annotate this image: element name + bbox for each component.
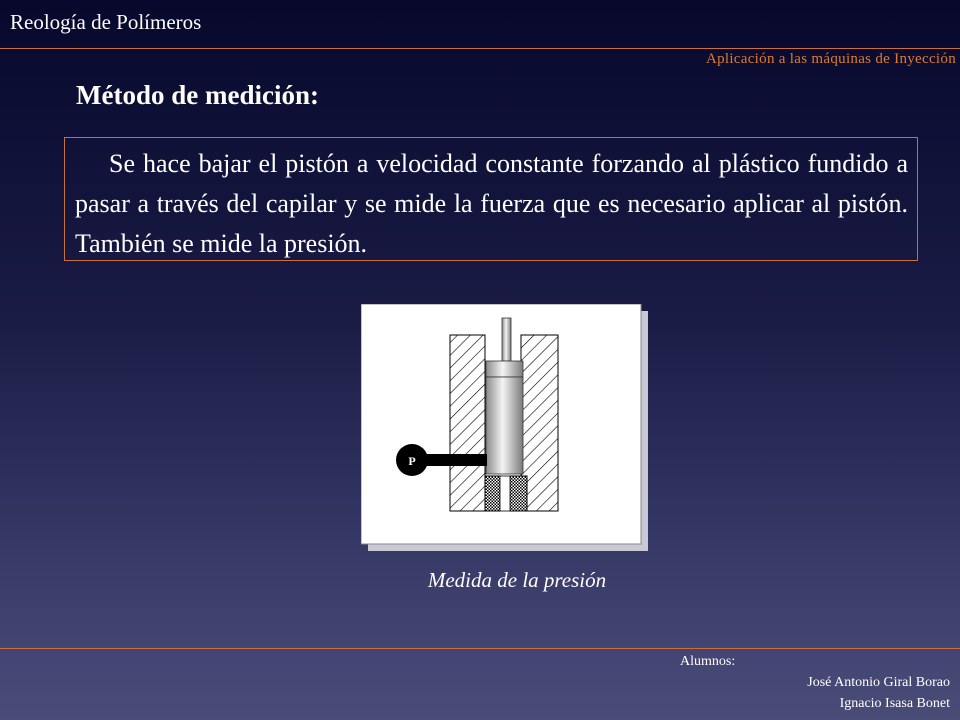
- capillary-channel: [500, 476, 510, 511]
- credits-label: Alumnos:: [680, 654, 736, 669]
- slide-subtitle: Aplicación a las máquinas de Inyección: [705, 51, 956, 67]
- piston-rod: [502, 318, 511, 361]
- die-right: [510, 476, 527, 511]
- barrel-left-wall: [450, 335, 485, 511]
- pressure-gauge-label: P: [408, 454, 416, 468]
- piston-body: [486, 377, 523, 474]
- author-name: Ignacio Isasa Bonet: [839, 696, 950, 711]
- section-heading: Método de medición:: [76, 80, 319, 110]
- header-divider: [0, 48, 960, 49]
- piston-collar: [486, 361, 523, 377]
- figure-caption: Medida de la presión: [427, 568, 607, 592]
- presentation-title: Reología de Polímeros: [10, 10, 202, 34]
- capillary-rheometer-diagram: [361, 304, 651, 554]
- author-name: José Antonio Giral Borao: [807, 675, 950, 690]
- pressure-tap: [425, 454, 487, 466]
- description-text: Se hace bajar el pistón a velocidad constante forzando al plástico fundido a pasar a través del capilar y se mide la fuerza que es necesario aplicar al pistón. También se mide la presión.: [75, 149, 908, 258]
- description-box: [64, 137, 918, 261]
- die-left: [485, 476, 500, 511]
- footer-divider: [0, 648, 960, 649]
